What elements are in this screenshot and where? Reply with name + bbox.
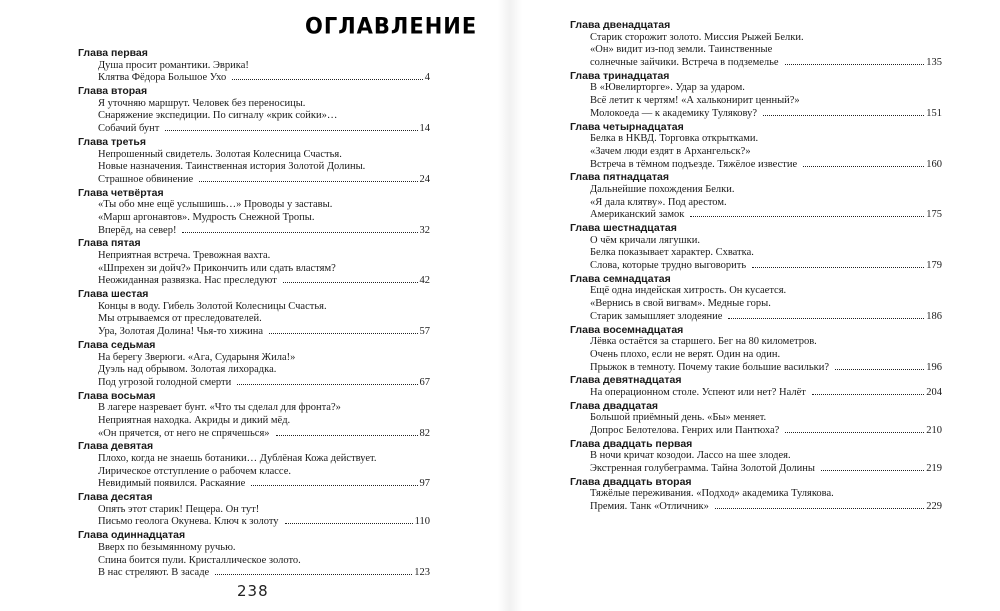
chapter-heading: Глава семнадцатая <box>570 272 671 285</box>
chapter-subtitle-line <box>570 298 942 311</box>
dot-leader <box>728 318 924 319</box>
chapter-entry <box>570 273 942 324</box>
chapter-subtitle-line <box>570 412 942 425</box>
page-number: 238 <box>237 582 269 600</box>
chapter-heading: Глава восьмая <box>78 389 156 402</box>
chapter-entry <box>570 438 942 476</box>
subtitle-text: Неожиданная развязка. Нас преследуют <box>98 275 277 287</box>
chapter-heading: Глава вторая <box>78 85 148 98</box>
chapter-entry <box>78 237 430 288</box>
subtitle-text: Клятва Фёдора Большое Ухо <box>98 72 227 84</box>
chapter-subtitle-line <box>78 301 430 314</box>
page-ref: 135 <box>926 57 942 69</box>
chapter-entry <box>570 19 942 70</box>
page-ref: 179 <box>926 260 942 272</box>
subtitle-text: Допрос Белотелова. Генрих или Пантюха? <box>590 425 780 436</box>
chapter-subtitle-line <box>78 60 430 73</box>
chapter-subtitle-line <box>78 516 430 529</box>
page-ref: 4 <box>424 72 430 84</box>
chapter-heading: Глава шестая <box>78 288 149 301</box>
page-ref: 24 <box>419 173 430 185</box>
chapter-subtitle-line <box>78 225 430 238</box>
chapter-subtitle-line <box>78 352 430 365</box>
dot-leader <box>276 435 418 436</box>
subtitle-text: Вверх по безымянному ручью. <box>98 541 236 553</box>
chapter-subtitle-line <box>78 478 430 491</box>
subtitle-text: Молокоеда — к академику Тулякову? <box>590 107 758 119</box>
chapter-subtitle-line <box>570 450 942 463</box>
chapter-subtitle-line <box>570 57 942 70</box>
subtitle-text: Экстренная голубеграмма. Тайна Золотой Долины <box>590 463 815 475</box>
subtitle-text: Страшное обвинение <box>98 173 194 185</box>
subtitle-text: Плохо, когда не знаешь ботаники… Дублёная Кожа действует. <box>98 453 377 464</box>
chapter-subtitle-line <box>78 98 430 111</box>
toc-right-column <box>570 19 942 514</box>
dot-leader <box>803 166 924 167</box>
page-ref: 229 <box>926 501 942 513</box>
dot-leader <box>165 130 417 131</box>
page-ref: 14 <box>419 123 430 135</box>
chapter-heading: Глава третья <box>78 135 146 148</box>
subtitle-text: Встреча в тёмном подъезде. Тяжёлое известие <box>590 158 798 170</box>
dot-leader <box>251 485 417 486</box>
dot-leader <box>835 369 924 370</box>
dot-leader <box>785 64 925 65</box>
subtitle-text: солнечные зайчики. Встреча в подземелье <box>590 57 779 69</box>
chapter-subtitle-line <box>78 504 430 517</box>
chapter-subtitle-line <box>78 174 430 187</box>
chapter-entry <box>78 390 430 441</box>
subtitle-text: Опять этот старик! Пещера. Он тут! <box>98 503 260 515</box>
chapter-subtitle-line <box>78 110 430 123</box>
subtitle-text: Слова, которые трудно выговорить <box>590 260 747 272</box>
chapter-subtitle-line <box>570 133 942 146</box>
chapter-subtitle-line <box>78 542 430 555</box>
chapter-entry <box>570 400 942 438</box>
page-ref: 151 <box>926 107 942 119</box>
subtitle-text: «Ты обо мне ещё услышишь…» Проводы у заставы. <box>98 199 333 211</box>
chapter-heading: Глава девятая <box>78 440 154 453</box>
chapter-subtitle-line <box>570 488 942 501</box>
subtitle-text: Лирическое отступление о рабочем классе. <box>98 465 291 477</box>
chapter-subtitle-line <box>570 184 942 197</box>
subtitle-text: Снаряжение экспедиции. По сигналу «крик сойки»… <box>98 110 338 122</box>
dot-leader <box>269 333 417 334</box>
dot-leader <box>785 432 924 433</box>
chapter-entry <box>570 374 942 399</box>
subtitle-text: Большой приёмный день. «Бы» меняет. <box>590 412 767 424</box>
dot-leader <box>763 115 924 116</box>
chapter-subtitle-line <box>78 263 430 276</box>
chapter-entry <box>78 47 430 85</box>
chapter-heading: Глава двадцать вторая <box>570 475 692 488</box>
subtitle-text: Старик замышляет злодеяние <box>590 310 723 322</box>
chapter-subtitle-line <box>78 415 430 428</box>
chapter-heading: Глава двенадцатая <box>570 19 671 31</box>
subtitle-text: Душа просит романтики. Эврика! <box>98 59 249 71</box>
chapter-subtitle-line <box>78 250 430 263</box>
chapter-subtitle-line <box>570 95 942 108</box>
chapter-entry <box>78 136 430 187</box>
subtitle-text: Ещё одна индейская хитрость. Он кусается. <box>590 285 787 297</box>
chapter-heading: Глава шестнадцатая <box>570 222 677 234</box>
subtitle-text: Собачий бунт <box>98 123 160 135</box>
toc-left-column <box>78 47 430 580</box>
chapter-heading: Глава двадцать первая <box>570 437 693 450</box>
subtitle-text: «Он прячется, от него не спрячешься» <box>98 427 270 439</box>
subtitle-text: Невидимый появился. Раскаяние <box>98 478 246 490</box>
page-ref: 123 <box>414 567 430 579</box>
page-ref: 67 <box>419 376 430 388</box>
page-ref: 32 <box>419 224 430 236</box>
subtitle-text: Мы отрываемся от преследователей. <box>98 313 262 325</box>
subtitle-text: На берегу Зверюги. «Ага, Сударыня Жила!» <box>98 351 296 363</box>
chapter-heading: Глава первая <box>78 47 148 59</box>
dot-leader <box>232 79 422 80</box>
subtitle-text: Вперёд, на север! <box>98 224 177 236</box>
chapter-subtitle-line <box>570 311 942 324</box>
subtitle-text: В ночи кричат козодои. Лассо на шее злодея. <box>590 450 791 462</box>
chapter-subtitle-line <box>570 82 942 95</box>
dot-leader <box>199 181 417 182</box>
chapter-subtitle-line <box>78 555 430 568</box>
subtitle-text: Прыжок в темноту. Почему такие большие васильки? <box>590 361 830 373</box>
chapter-subtitle-line <box>570 108 942 121</box>
chapter-entry <box>570 476 942 514</box>
subtitle-text: «Я дала клятву». Под арестом. <box>590 196 727 208</box>
chapter-subtitle-line <box>570 260 942 273</box>
chapter-subtitle-line <box>570 425 942 438</box>
chapter-subtitle-line <box>78 567 430 580</box>
subtitle-text: Спина боится пули. Кристаллическое золото. <box>98 554 301 566</box>
subtitle-text: «Он» видит из-под земли. Таинственные <box>590 44 773 56</box>
subtitle-text: О чём кричали лягушки. <box>590 234 700 246</box>
subtitle-text: В лагере назревает бунт. «Что ты сделал для фронта?» <box>98 402 341 414</box>
chapter-subtitle-line <box>78 72 430 85</box>
page-title: ОГЛАВЛЕНИЕ <box>305 13 478 39</box>
chapter-subtitle-line <box>78 149 430 162</box>
chapter-subtitle-line <box>78 161 430 174</box>
dot-leader <box>752 267 924 268</box>
chapter-subtitle-line <box>78 313 430 326</box>
subtitle-text: Белка показывает характер. Схватка. <box>590 247 754 259</box>
subtitle-text: «Марш аргонавтов». Мудрость Снежной Тропы. <box>98 211 315 223</box>
dot-leader <box>182 232 417 233</box>
dot-leader <box>821 470 924 471</box>
chapter-subtitle-line <box>570 387 942 400</box>
page-ref: 82 <box>419 427 430 439</box>
chapter-heading: Глава четырнадцатая <box>570 120 684 133</box>
chapter-heading: Глава седьмая <box>78 338 156 351</box>
chapter-subtitle-line <box>570 235 942 248</box>
subtitle-text: Дальнейшие похождения Белки. <box>590 183 735 195</box>
book-gutter <box>498 0 522 611</box>
subtitle-text: «Зачем люди ездят в Архангельск?» <box>590 145 751 157</box>
chapter-heading: Глава одиннадцатая <box>78 529 186 542</box>
chapter-subtitle-line <box>78 123 430 136</box>
chapter-entry <box>570 222 942 273</box>
chapter-heading: Глава тринадцатая <box>570 69 670 82</box>
chapter-entry <box>570 324 942 375</box>
chapter-subtitle-line <box>78 326 430 339</box>
chapter-subtitle-line <box>570 197 942 210</box>
chapter-entry <box>570 121 942 172</box>
chapter-entry <box>78 529 430 580</box>
page-ref: 110 <box>414 516 430 528</box>
subtitle-text: Очень плохо, если не верят. Один на один. <box>590 348 781 360</box>
page-ref: 204 <box>926 386 942 398</box>
subtitle-text: «Шпрехен зи дойч?» Прикончить или сдать властям? <box>98 262 336 274</box>
subtitle-text: «Вернись в свой вигвам». Медные горы. <box>590 298 771 310</box>
chapter-subtitle-line <box>570 362 942 375</box>
subtitle-text: Я уточняю маршрут. Человек без переносицы. <box>98 97 306 109</box>
chapter-subtitle-line <box>78 364 430 377</box>
subtitle-text: Премия. Танк «Отличник» <box>590 501 709 513</box>
subtitle-text: Старик сторожит золото. Миссия Рыжей Белки. <box>590 31 804 43</box>
chapter-heading: Глава десятая <box>78 491 153 504</box>
subtitle-text: Неприятная находка. Акриды и дикий мёд. <box>98 414 291 426</box>
chapter-subtitle-line <box>78 402 430 415</box>
page-ref: 97 <box>419 478 430 490</box>
chapter-subtitle-line <box>570 247 942 260</box>
page-ref: 57 <box>419 326 430 338</box>
subtitle-text: Всё летит к чертям! «А хальконирит ценный?» <box>590 95 800 107</box>
chapter-subtitle-line <box>78 212 430 225</box>
chapter-entry <box>570 171 942 222</box>
chapter-heading: Глава восемнадцатая <box>570 323 684 336</box>
dot-leader <box>715 508 924 509</box>
page-ref: 175 <box>926 209 942 221</box>
chapter-subtitle-line <box>78 428 430 441</box>
subtitle-text: Непрошенный свидетель. Золотая Колесница Счастья. <box>98 148 342 160</box>
chapter-entry <box>78 187 430 238</box>
page-ref: 196 <box>926 361 942 373</box>
chapter-entry <box>78 85 430 136</box>
page-ref: 42 <box>419 275 430 287</box>
subtitle-text: Письмо геолога Окунева. Ключ к золоту <box>98 516 279 528</box>
dot-leader <box>812 394 924 395</box>
chapter-subtitle-line <box>570 44 942 57</box>
chapter-subtitle-line <box>570 209 942 222</box>
subtitle-text: Ура, Золотая Долина! Чья-то хижина <box>98 326 264 338</box>
subtitle-text: Неприятная встреча. Тревожная вахта. <box>98 250 271 261</box>
page-ref: 186 <box>926 310 942 322</box>
chapter-subtitle-line <box>570 32 942 45</box>
chapter-subtitle-line <box>570 463 942 476</box>
subtitle-text: Концы в воду. Гибель Золотой Колесницы Счастья. <box>98 300 327 312</box>
subtitle-text: В «Ювелирторге». Удар за ударом. <box>590 82 745 94</box>
chapter-subtitle-line <box>78 466 430 479</box>
chapter-entry <box>78 339 430 390</box>
chapter-subtitle-line <box>570 146 942 159</box>
chapter-subtitle-line <box>570 336 942 349</box>
chapter-entry <box>570 70 942 121</box>
subtitle-text: В нас стреляют. В засаде <box>98 567 210 579</box>
chapter-heading: Глава пятая <box>78 237 141 250</box>
dot-leader <box>285 523 413 524</box>
dot-leader <box>283 282 418 283</box>
page-ref: 219 <box>926 463 942 475</box>
subtitle-text: Под угрозой голодной смерти <box>98 376 232 388</box>
dot-leader <box>237 384 417 385</box>
subtitle-text: Американский замок <box>590 209 685 221</box>
chapter-subtitle-line <box>78 453 430 466</box>
chapter-entry <box>78 491 430 529</box>
chapter-subtitle-line <box>570 501 942 514</box>
chapter-subtitle-line <box>78 377 430 390</box>
subtitle-text: Лёвка остаётся за старшего. Бег на 80 километров. <box>590 336 817 348</box>
subtitle-text: На операционном столе. Успеют или нет? Налёт <box>590 386 806 398</box>
chapter-entry <box>78 440 430 491</box>
chapter-subtitle-line <box>78 275 430 288</box>
chapter-subtitle-line <box>570 285 942 298</box>
page-ref: 160 <box>926 158 942 170</box>
chapter-heading: Глава двадцатая <box>570 399 659 412</box>
subtitle-text: Дуэль над обрывом. Золотая лихорадка. <box>98 364 277 376</box>
chapter-heading: Глава девятнадцатая <box>570 374 682 387</box>
chapter-heading: Глава пятнадцатая <box>570 171 670 184</box>
dot-leader <box>690 216 924 217</box>
subtitle-text: Тяжёлые переживания. «Подход» академика Тулякова. <box>590 488 834 500</box>
dot-leader <box>215 574 412 575</box>
chapter-subtitle-line <box>570 159 942 172</box>
chapter-heading: Глава четвёртая <box>78 186 164 199</box>
subtitle-text: Белка в НКВД. Торговка открытками. <box>590 133 759 145</box>
right-page <box>520 0 1000 611</box>
chapter-entry <box>78 288 430 339</box>
page-ref: 210 <box>926 425 942 436</box>
chapter-subtitle-line <box>78 199 430 212</box>
chapter-subtitle-line <box>570 349 942 362</box>
subtitle-text: Новые назначения. Таинственная история Золотой Долины. <box>98 161 366 173</box>
